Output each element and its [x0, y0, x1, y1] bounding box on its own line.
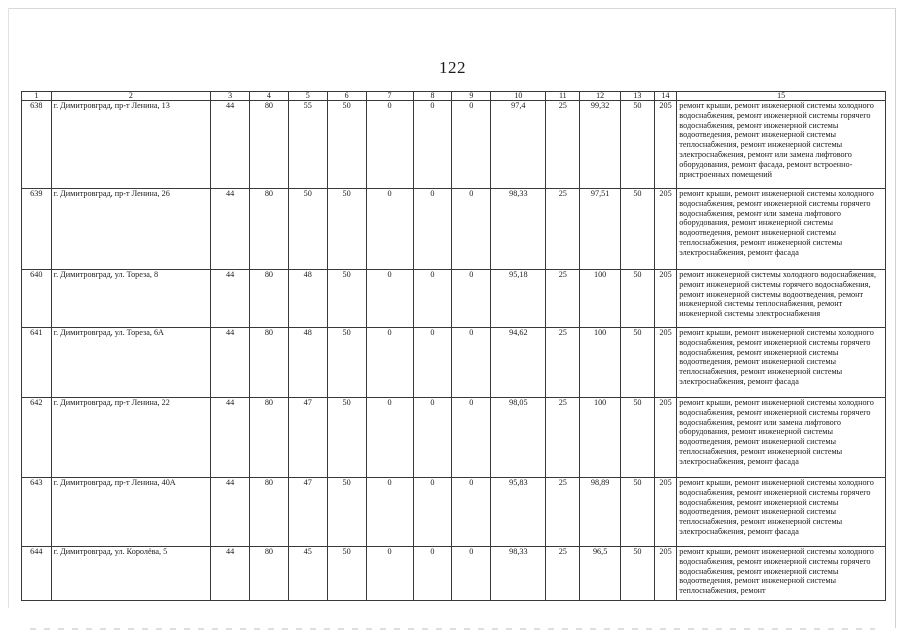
value-cell: 50: [327, 101, 366, 189]
value-cell: 44: [211, 101, 250, 189]
value-cell: 0: [366, 189, 413, 270]
value-cell: 44: [211, 478, 250, 547]
value-cell: 98,05: [491, 398, 546, 478]
works-list-cell: ремонт крыши, ремонт инженерной системы холодного водоснабжения, ремонт инженерной системы горячего водоснабжения, ремонт инженерной системы водоотведения, ремонт инженерной системы теплоснабжения, ремонт инженерной системы электроснабжения, ремонт или замена лифтового оборудования, ремонт фасада, ремонт встроенно-пристроенных помещений: [677, 101, 886, 189]
value-cell: 0: [413, 547, 452, 601]
value-cell: 0: [413, 398, 452, 478]
works-list-cell: ремонт крыши, ремонт инженерной системы холодного водоснабжения, ремонт инженерной системы горячего водоснабжения, ремонт инженерной системы водоотведения, ремонт инженерной системы теплоснабжения, ремонт: [677, 547, 886, 601]
value-cell: 0: [413, 328, 452, 398]
value-cell: 25: [546, 398, 580, 478]
column-number-row: [22, 92, 886, 101]
row-number: 644: [22, 547, 52, 601]
value-cell: 99,32: [580, 101, 621, 189]
value-cell: 50: [327, 270, 366, 328]
value-cell: 50: [621, 328, 655, 398]
value-cell: 44: [211, 189, 250, 270]
value-cell: 205: [654, 398, 676, 478]
value-cell: 44: [211, 547, 250, 601]
value-cell: 80: [249, 101, 288, 189]
repair-register-table: [21, 91, 886, 601]
value-cell: 205: [654, 270, 676, 328]
address-cell: г. Димитровград, пр-т Ленина, 13: [51, 101, 211, 189]
value-cell: 80: [249, 398, 288, 478]
value-cell: 0: [452, 189, 491, 270]
address-cell: г. Димитровград, пр-т Ленина, 40А: [51, 478, 211, 547]
value-cell: 25: [546, 270, 580, 328]
works-list-cell: ремонт крыши, ремонт инженерной системы холодного водоснабжения, ремонт инженерной системы горячего водоснабжения, ремонт или замена лифтового оборудования, ремонт инженерной системы водоотведения, ремонт инженерной системы теплоснабжения, ремонт инженерной системы электроснабжения, ремонт фасада: [677, 398, 886, 478]
value-cell: 80: [249, 189, 288, 270]
value-cell: 44: [211, 270, 250, 328]
works-list-cell: ремонт крыши, ремонт инженерной системы холодного водоснабжения, ремонт инженерной системы горячего водоснабжения, ремонт инженерной системы водоотведения, ремонт инженерной системы теплоснабжения, ремонт инженерной системы электроснабжения, ремонт фасада: [677, 478, 886, 547]
column-number-header: [22, 92, 886, 101]
page-right-edge: [895, 8, 896, 628]
page-left-edge: [8, 8, 9, 608]
table-row: [22, 547, 886, 601]
value-cell: 0: [413, 478, 452, 547]
column-header: 8: [413, 92, 452, 101]
value-cell: 95,18: [491, 270, 546, 328]
column-header: 11: [546, 92, 580, 101]
value-cell: 47: [288, 398, 327, 478]
table-row: [22, 189, 886, 270]
value-cell: 80: [249, 547, 288, 601]
value-cell: 50: [327, 547, 366, 601]
value-cell: 97,4: [491, 101, 546, 189]
value-cell: 45: [288, 547, 327, 601]
value-cell: 25: [546, 328, 580, 398]
value-cell: 0: [366, 328, 413, 398]
row-number: 642: [22, 398, 52, 478]
value-cell: 0: [452, 270, 491, 328]
value-cell: 80: [249, 270, 288, 328]
column-header: 2: [51, 92, 211, 101]
page-top-edge: [8, 8, 896, 9]
row-number: 639: [22, 189, 52, 270]
value-cell: 98,33: [491, 189, 546, 270]
value-cell: 96,5: [580, 547, 621, 601]
value-cell: 0: [452, 328, 491, 398]
scan-noise-strip: [30, 628, 875, 630]
value-cell: 97,51: [580, 189, 621, 270]
row-number: 641: [22, 328, 52, 398]
column-header: 12: [580, 92, 621, 101]
table-row: [22, 328, 886, 398]
value-cell: 95,83: [491, 478, 546, 547]
value-cell: 0: [366, 398, 413, 478]
address-cell: г. Димитровград, пр-т Ленина, 26: [51, 189, 211, 270]
value-cell: 205: [654, 189, 676, 270]
value-cell: 0: [366, 101, 413, 189]
column-header: 3: [211, 92, 250, 101]
column-header: 13: [621, 92, 655, 101]
address-cell: г. Димитровград, пр-т Ленина, 22: [51, 398, 211, 478]
page-number: 122: [439, 58, 466, 77]
value-cell: 25: [546, 101, 580, 189]
value-cell: 50: [327, 478, 366, 547]
value-cell: 50: [621, 547, 655, 601]
value-cell: 0: [366, 478, 413, 547]
value-cell: 100: [580, 270, 621, 328]
value-cell: 205: [654, 101, 676, 189]
value-cell: 0: [452, 478, 491, 547]
value-cell: 0: [413, 270, 452, 328]
row-number: 638: [22, 101, 52, 189]
row-number: 643: [22, 478, 52, 547]
value-cell: 50: [621, 270, 655, 328]
value-cell: 0: [413, 101, 452, 189]
value-cell: 50: [288, 189, 327, 270]
table-row: [22, 398, 886, 478]
value-cell: 55: [288, 101, 327, 189]
value-cell: 50: [327, 328, 366, 398]
column-header: 9: [452, 92, 491, 101]
value-cell: 25: [546, 478, 580, 547]
value-cell: 0: [366, 270, 413, 328]
value-cell: 205: [654, 547, 676, 601]
value-cell: 48: [288, 328, 327, 398]
value-cell: 205: [654, 478, 676, 547]
column-header: 7: [366, 92, 413, 101]
value-cell: 25: [546, 189, 580, 270]
value-cell: 50: [327, 189, 366, 270]
table-row: [22, 478, 886, 547]
table-row: [22, 270, 886, 328]
column-header: 6: [327, 92, 366, 101]
value-cell: 50: [621, 189, 655, 270]
value-cell: 50: [327, 398, 366, 478]
value-cell: 0: [452, 398, 491, 478]
column-header: 4: [249, 92, 288, 101]
row-number: 640: [22, 270, 52, 328]
works-list-cell: ремонт инженерной системы холодного водоснабжения, ремонт инженерной системы горячего водоснабжения, ремонт инженерной системы водоотведения, ремонт инженерной системы теплоснабжения, ремонт инженерной системы электроснабжения: [677, 270, 886, 328]
value-cell: 80: [249, 328, 288, 398]
table-row: [22, 101, 886, 189]
value-cell: 0: [366, 547, 413, 601]
value-cell: 80: [249, 478, 288, 547]
value-cell: 94,62: [491, 328, 546, 398]
value-cell: 98,89: [580, 478, 621, 547]
address-cell: г. Димитровград, ул. Тореза, 6А: [51, 328, 211, 398]
value-cell: 50: [621, 398, 655, 478]
value-cell: 50: [621, 101, 655, 189]
column-header: 15: [677, 92, 886, 101]
value-cell: 100: [580, 328, 621, 398]
value-cell: 100: [580, 398, 621, 478]
column-header: 1: [22, 92, 52, 101]
address-cell: г. Димитровград, ул. Королёва, 5: [51, 547, 211, 601]
value-cell: 98,33: [491, 547, 546, 601]
value-cell: 50: [621, 478, 655, 547]
value-cell: 0: [413, 189, 452, 270]
column-header: 5: [288, 92, 327, 101]
works-list-cell: ремонт крыши, ремонт инженерной системы холодного водоснабжения, ремонт инженерной системы горячего водоснабжения, ремонт или замена лифтового оборудования, ремонт инженерной системы водоотведения, ремонт инженерной системы теплоснабжения, ремонт инженерной системы электроснабжения, ремонт фасада: [677, 189, 886, 270]
address-cell: г. Димитровград, ул. Тореза, 8: [51, 270, 211, 328]
value-cell: 44: [211, 328, 250, 398]
column-header: 14: [654, 92, 676, 101]
value-cell: 205: [654, 328, 676, 398]
value-cell: 47: [288, 478, 327, 547]
value-cell: 48: [288, 270, 327, 328]
value-cell: 25: [546, 547, 580, 601]
value-cell: 0: [452, 547, 491, 601]
works-list-cell: ремонт крыши, ремонт инженерной системы холодного водоснабжения, ремонт инженерной системы горячего водоснабжения, ремонт инженерной системы водоотведения, ремонт инженерной системы теплоснабжения, ремонт инженерной системы электроснабжения, ремонт фасада: [677, 328, 886, 398]
value-cell: 44: [211, 398, 250, 478]
column-header: 10: [491, 92, 546, 101]
value-cell: 0: [452, 101, 491, 189]
